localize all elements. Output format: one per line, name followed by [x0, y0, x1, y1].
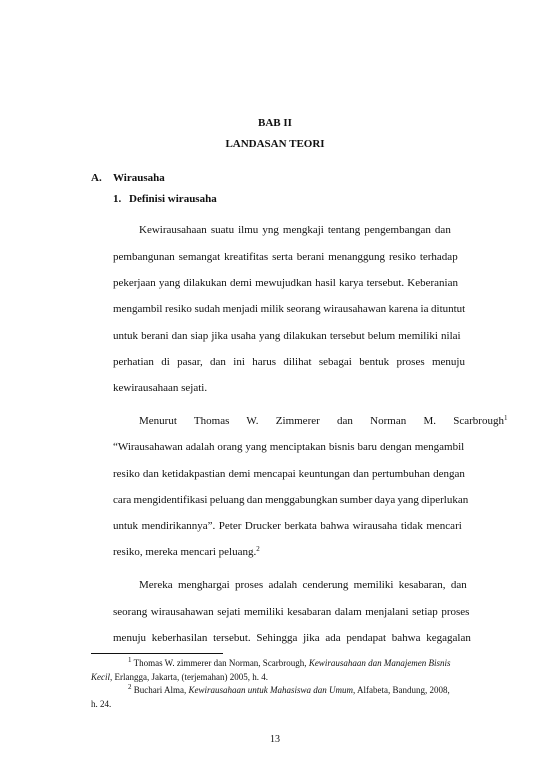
- chapter-title: LANDASAN TEORI: [225, 138, 325, 150]
- footnote-ref: 2: [256, 545, 260, 553]
- citation-text: Menurut Thomas W. Zimmerer dan Norman M. Scarbrough: [139, 415, 504, 427]
- section-title: Wirausaha: [113, 172, 165, 184]
- paragraph-line: untuk mendirikannya”. Peter Drucker berkata bahwa wirausaha tidak mencari: [113, 520, 462, 532]
- footnote-2-continued: h. 24.: [91, 699, 112, 709]
- subsection-title: Definisi wirausaha: [129, 193, 217, 205]
- paragraph-line: pekerjaan yang dilakukan demi mewujudkan hasil karya tersebut. Keberanian: [113, 277, 458, 289]
- footnote-2: [128, 683, 450, 695]
- page-number: 13: [270, 734, 280, 745]
- paragraph-line: Mereka menghargai proses adalah cenderung memiliki kesabaran, dan: [139, 579, 467, 591]
- paragraph-line: mengambil resiko sudah menjadi milik seorang wirausahawan karena ia dituntut: [113, 303, 466, 315]
- section-marker: A.: [91, 172, 102, 184]
- footnote-ref: 1: [503, 414, 508, 422]
- paragraph-line: untuk berani dan siap jika usaha yang dilakukan tersebut belum memiliki nilai: [113, 330, 461, 342]
- footnote-number: 2: [128, 683, 132, 691]
- footnote-title: Kewirausahaan untuk Mahasiswa dan Umum: [188, 685, 354, 695]
- paragraph-line: resiko dan ketidakpastian demi mencapai keuntungan dan pertumbuhan dengan: [113, 468, 465, 480]
- subsection-marker: 1.: [113, 193, 122, 205]
- chapter-label: BAB II: [258, 117, 292, 129]
- footnote-title: Kewirausahaan dan Manajemen Bisnis: [308, 658, 451, 668]
- footnote-text: , Alfabeta, Bandung, 2008,: [353, 685, 450, 695]
- paragraph-line: pembangunan semangat kreatifitas serta berani menanggung resiko terhadap: [113, 251, 458, 263]
- paragraph-line: [139, 416, 507, 427]
- paragraph-line: “Wirausahawan adalah orang yang menciptakan bisnis baru dengan mengambil: [113, 441, 465, 453]
- paragraph-line: kewirausahaan sejati.: [113, 382, 208, 394]
- footnote-text: Buchari Alma,: [133, 685, 189, 695]
- footnote-1: [128, 656, 451, 668]
- paragraph-line: seorang wirausahawan sejati memiliki kesabaran dalam menjalani setiap proses: [113, 606, 470, 618]
- paragraph-line: menuju keberhasilan tersebut. Sehingga jika ada pendapat bahwa kegagalan: [113, 632, 471, 644]
- footnote-title: Kecil: [91, 672, 110, 682]
- footnote-1-continued: [91, 673, 268, 682]
- paragraph-text: resiko, mereka mencari peluang.: [113, 546, 257, 558]
- paragraph-line: [113, 547, 260, 558]
- footnote-number: 1: [128, 656, 132, 664]
- paragraph-line: Kewirausahaan suatu ilmu yng mengkaji tentang pengembangan dan: [139, 224, 451, 236]
- footnote-separator: [91, 653, 223, 654]
- paragraph-line: perhatian di pasar, dan ini harus dilihat sebagai bentuk proses menuju: [113, 356, 465, 368]
- footnote-text: , Erlangga, Jakarta, (terjemahan) 2005, h. 4.: [110, 672, 268, 682]
- paragraph-line: cara mengidentifikasi peluang dan menggabungkan sumber daya yang diperlukan: [113, 494, 469, 506]
- footnote-text: Thomas W. zimmerer dan Norman, Scarbrough,: [133, 658, 309, 668]
